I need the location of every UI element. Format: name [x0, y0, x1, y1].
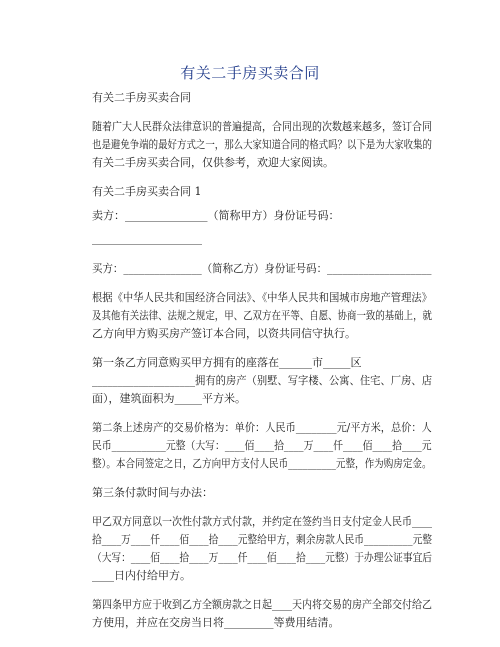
article-3-line-1: 甲乙双方同意以一次性付款方式付款，并约定在签约当日支付定金人民币____ [92, 515, 432, 528]
article-3-heading: 第三条付款时间与办法： [92, 486, 213, 499]
intro-line-2: 也是避免争端的最好方式之一，那么大家知道合同的格式吗？以下是为大家收集的 [92, 138, 432, 151]
article-3-line-2: 拾____万____仟____佰____拾____元整给甲方，剩余房款人民币__________元整 [92, 533, 432, 546]
basis-line-1: 根据《中华人民共和国经济合同法》、《中华人民共和国城市房地产管理法》 [92, 291, 432, 304]
article-3-line-4: ____日内付给甲方。 [92, 569, 191, 582]
article-3-line-3: （大写：____佰____拾____万____仟____佰____拾____元整）于办理公证事宜后 [92, 551, 432, 564]
intro-line-3: 有关二手房买卖合同，仅供参考，欢迎大家阅读。 [92, 156, 334, 169]
seller-id-blank: ____________________ [92, 232, 202, 245]
basis-line-3: 乙方向甲方购买房产签订本合同，以资共同信守执行。 [92, 327, 356, 340]
article-4-line-1: 第四条甲方应于收到乙方全额房款之日起____天内将交易的房产全部交付给乙 [92, 598, 432, 611]
article-2-line-2: 民币___________元整（大写：____佰____拾____万____仟____佰____拾____元 [92, 439, 432, 452]
document-title: 有关二手房买卖合同 [180, 64, 320, 82]
subtitle: 有关二手房买卖合同 [92, 91, 191, 104]
article-1-line-2: ____________________拥有的房产（别墅、写字楼、公寓、住宅、厂房、店 [92, 374, 432, 387]
article-2-line-1: 第二条上述房产的交易价格为：单价：人民币________元/平方米，总价：人 [92, 421, 432, 434]
article-4-line-2: 方使用，并应在交房当日将_________等费用结清。 [92, 616, 340, 629]
article-2-line-3: 整）。本合同签定之日，乙方向甲方支付人民币__________元整，作为购房定金。 [92, 457, 432, 470]
buyer-line: 买方：_______________（简称乙方）身份证号码：____________________ [92, 262, 432, 275]
contract-heading: 有关二手房买卖合同 1 [92, 185, 202, 198]
article-1-line-3: 面），建筑面积为_____平方米。 [92, 392, 246, 405]
basis-line-2: 及其他有关法律、法规之规定，甲、乙双方在平等、自愿、协商一致的基础上，就 [92, 309, 432, 322]
seller-line: 卖方：_______________（简称甲方）身份证号码： [92, 209, 340, 222]
intro-line-1: 随着广大人民群众法律意识的普遍提高，合同出现的次数越来越多，签订合同 [92, 120, 432, 133]
article-1-line-1: 第一条乙方同意购买甲方拥有的座落在______市_____区 [92, 356, 362, 369]
